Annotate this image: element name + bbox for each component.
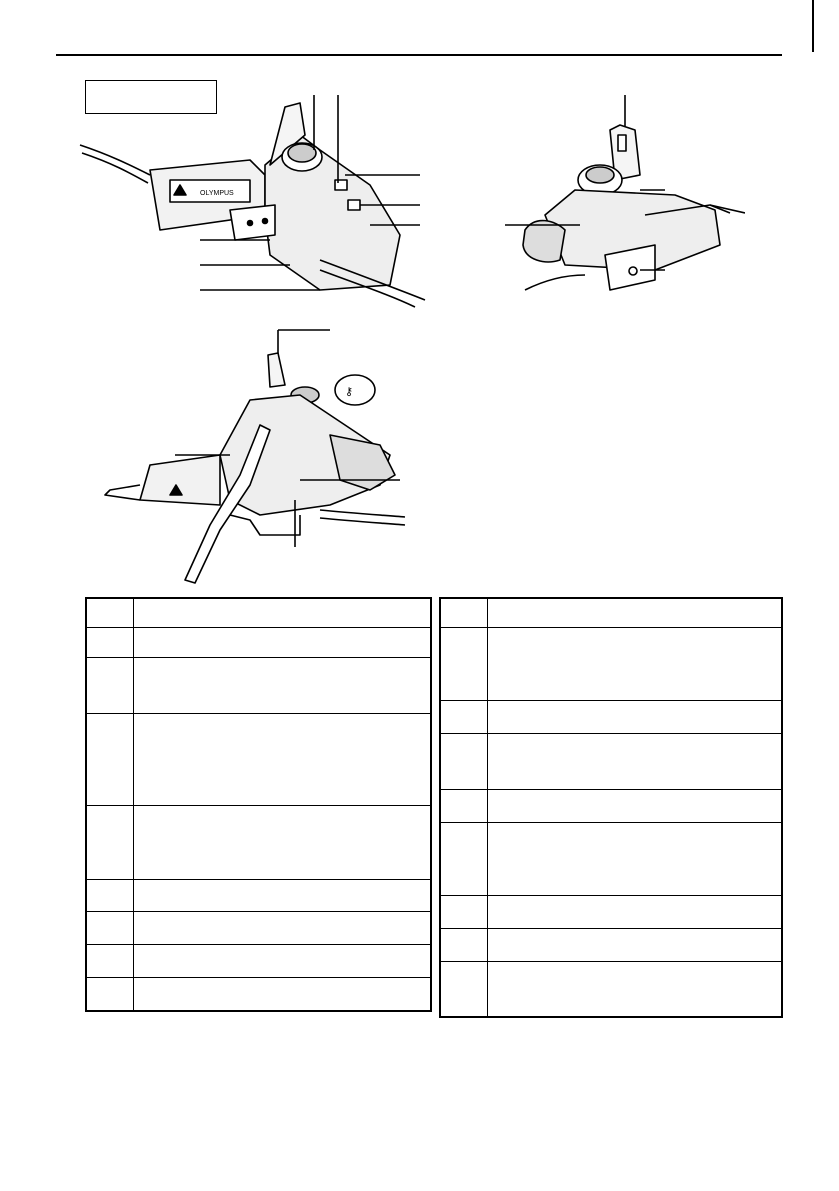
- row-num: [86, 879, 134, 911]
- endoscope-strap-view-drawing: [100, 325, 410, 585]
- row-desc: [134, 944, 432, 977]
- row-desc: [488, 700, 783, 733]
- header-cell-num: [440, 598, 488, 627]
- parts-table-left: [85, 597, 432, 1012]
- row-desc: [134, 627, 432, 657]
- row-num: [440, 961, 488, 1017]
- row-desc: [134, 713, 432, 805]
- row-num: [86, 977, 134, 1011]
- row-num: [440, 733, 488, 789]
- table-row: [440, 627, 782, 700]
- table-row: [440, 961, 782, 1017]
- row-num: [440, 928, 488, 961]
- table-row: [440, 895, 782, 928]
- row-desc: [134, 977, 432, 1011]
- table-row: [86, 713, 431, 805]
- row-num: [440, 822, 488, 895]
- figure-left-view: [70, 95, 430, 315]
- row-desc: [488, 961, 783, 1017]
- table-row: [86, 627, 431, 657]
- row-desc: [488, 895, 783, 928]
- header-cell-desc: [488, 598, 783, 627]
- crop-mark: [812, 0, 814, 52]
- table-row: [86, 911, 431, 944]
- table-row: [440, 822, 782, 895]
- row-num: [440, 895, 488, 928]
- header-rule: [56, 54, 782, 56]
- row-num: [440, 700, 488, 733]
- parts-table-right: [439, 597, 783, 1018]
- row-num: [86, 911, 134, 944]
- table-row: [86, 944, 431, 977]
- row-desc: [488, 789, 783, 822]
- header-cell-desc: [134, 598, 432, 627]
- row-num: [440, 789, 488, 822]
- row-num: [86, 944, 134, 977]
- svg-text:⚷: ⚷: [345, 386, 354, 398]
- row-desc: [488, 627, 783, 700]
- endoscope-right-view-drawing: [505, 95, 745, 305]
- row-desc: [134, 657, 432, 713]
- row-num: [86, 713, 134, 805]
- row-num: [86, 657, 134, 713]
- row-num: [440, 627, 488, 700]
- row-desc: [488, 928, 783, 961]
- svg-text:OLYMPUS: OLYMPUS: [200, 190, 234, 197]
- table-row: [440, 733, 782, 789]
- header-cell-num: [86, 598, 134, 627]
- table-row: [86, 805, 431, 879]
- table-row: [440, 928, 782, 961]
- table-header-row: [440, 598, 782, 627]
- table-row: [86, 977, 431, 1011]
- table-header-row: [86, 598, 431, 627]
- row-desc: [134, 911, 432, 944]
- row-num: [86, 627, 134, 657]
- table-row: [86, 879, 431, 911]
- table-row: [86, 657, 431, 713]
- row-num: [86, 805, 134, 879]
- endoscope-left-view-drawing: [70, 95, 430, 315]
- row-desc: [488, 733, 783, 789]
- table-row: [440, 700, 782, 733]
- figure-right-view: [505, 95, 745, 305]
- row-desc: [488, 822, 783, 895]
- row-desc: [134, 879, 432, 911]
- row-desc: [134, 805, 432, 879]
- table-row: [440, 789, 782, 822]
- figure-bottom-view: [100, 325, 410, 585]
